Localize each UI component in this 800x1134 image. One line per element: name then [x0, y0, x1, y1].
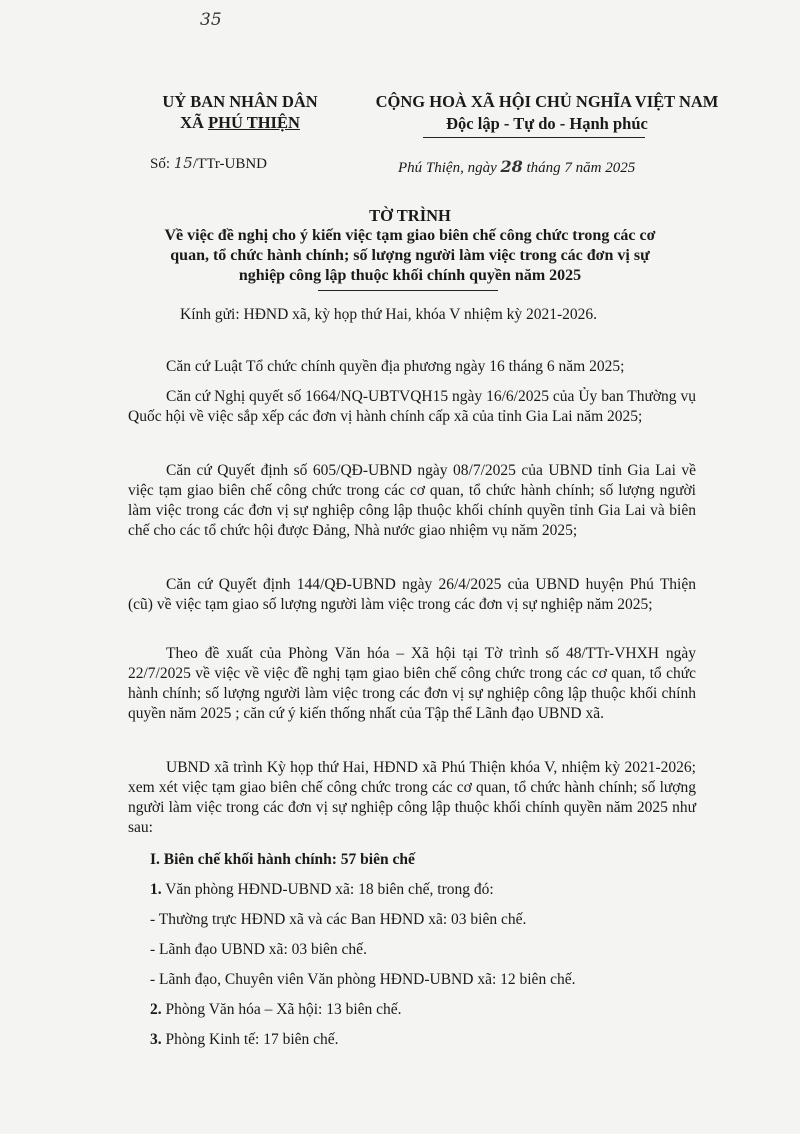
subject-line-2: quan, tổ chức hành chính; số lượng người làm việc trong các đơn vị sự — [170, 247, 650, 264]
paragraph-text: UBND xã trình Kỳ họp thứ Hai, HĐND xã Phú Thiện khóa V, nhiệm kỳ 2021-2026; xem xét việc tạm giao biên chế công chức trong các cơ quan, tổ chức hành chính; số lượng người làm việc trong các đơn vị sự nghiệp công lập thuộc khối chính quyền năm 2025 như sau: — [128, 759, 696, 836]
date-suffix: tháng 7 năm 2025 — [522, 160, 636, 176]
document-title: TỜ TRÌNH — [369, 206, 451, 225]
item-text: - Thường trực HĐND xã và các Ban HĐND xã: 03 biên chế. — [150, 911, 527, 928]
paragraph-text: Theo đề xuất của Phòng Văn hóa – Xã hội tại Tờ trình số 48/TTr-VHXH ngày 22/7/2025 về việc về việc đề nghị tạm giao biên chế công chức trong các cơ quan, tổ chức hành chính; số lượng người làm việc trong các đơn vị sự nghiệp công lập thuộc khối chính quyền năm 2025 ; căn cứ ý kiến thống nhất của Tập thể Lãnh đạo UBND xã. — [128, 645, 696, 722]
item-number: 2. — [150, 1001, 162, 1018]
paragraph-legal-basis-1 — [128, 357, 696, 377]
list-item — [150, 940, 367, 960]
paragraph-proposal — [128, 644, 696, 724]
list-item — [150, 1030, 339, 1050]
paragraph-submission — [128, 758, 696, 838]
list-item — [150, 1000, 402, 1020]
agency-name: UỶ BAN NHÂN DÂN — [162, 92, 318, 111]
commune-name-underlined: PHÚ THIỆN — [208, 113, 300, 132]
paragraph-text: Căn cứ Luật Tổ chức chính quyền địa phương ngày 16 tháng 6 năm 2025; — [166, 358, 625, 375]
commune-name — [140, 113, 340, 133]
date-prefix: Phú Thiện, ngày — [398, 160, 501, 176]
paragraph-text: Căn cứ Nghị quyết số 1664/NQ-UBTVQH15 ngày 16/6/2025 của Ủy ban Thường vụ Quốc hội về việc sắp xếp các đơn vị hành chính cấp xã của tỉnh Gia Lai năm 2025; — [128, 388, 696, 425]
national-motto: Độc lập - Tự do - Hạnh phúc — [446, 114, 648, 133]
item-number: 1. — [150, 881, 162, 898]
title-underline — [318, 290, 498, 291]
recipient-line: Kính gửi: HĐND xã, kỳ họp thứ Hai, khóa V nhiệm kỳ 2021-2026. — [180, 306, 598, 323]
document-number-handwritten: 15 — [173, 154, 193, 172]
subject-line-1: Về việc đề nghị cho ý kiến việc tạm giao biên chế công chức trong các cơ — [164, 227, 656, 244]
national-title: CỘNG HOÀ XÃ HỘI CHỦ NGHĨA VIỆT NAM — [375, 92, 719, 111]
item-text: - Lãnh đạo UBND xã: 03 biên chế. — [150, 941, 367, 958]
document-number-prefix: Số: — [150, 156, 174, 172]
subject-line-3: nghiệp công lập thuộc khối chính quyền năm 2025 — [238, 267, 582, 284]
item-text: Phòng Văn hóa – Xã hội: 13 biên chế. — [161, 1001, 402, 1018]
paragraph-text: Căn cứ Quyết định 144/QĐ-UBND ngày 26/4/2025 của UBND huyện Phú Thiện (cũ) về việc tạm giao số lượng người làm việc trong các đơn vị sự nghiệp năm 2025; — [128, 576, 696, 613]
section-heading: I. Biên chế khối hành chính: 57 biên chế — [150, 851, 415, 868]
list-item — [150, 970, 575, 990]
document-number-suffix: /TTr-UBND — [192, 156, 268, 172]
list-item — [150, 880, 494, 900]
handwritten-page-number: 35 — [200, 10, 222, 30]
date-day-handwritten: 28 — [500, 157, 523, 176]
paragraph-legal-basis-4 — [128, 575, 696, 615]
paragraph-text: Căn cứ Quyết định số 605/QĐ-UBND ngày 08/7/2025 của UBND tỉnh Gia Lai về việc tạm giao biên chế công chức trong các cơ quan, tổ chức hành chính; số lượng người làm việc trong các đơn vị sự nghiệp công lập thuộc khối chính quyền tỉnh Gia Lai và biên chế cho các tổ chức hội được Đảng, Nhà nước giao nhiệm vụ năm 2025; — [128, 462, 696, 539]
list-item — [150, 910, 526, 930]
paragraph-legal-basis-3 — [128, 461, 696, 541]
item-text: - Lãnh đạo, Chuyên viên Văn phòng HĐND-UBND xã: 12 biên chế. — [150, 971, 576, 988]
paragraph-legal-basis-2 — [128, 387, 696, 427]
motto-underline — [423, 137, 645, 138]
place-date — [398, 157, 635, 177]
item-text: Văn phòng HĐND-UBND xã: 18 biên chế, trong đó: — [161, 881, 494, 898]
commune-prefix: XÃ — [180, 113, 209, 132]
document-number — [150, 154, 267, 173]
item-number: 3. — [150, 1031, 162, 1048]
item-text: Phòng Kinh tế: 17 biên chế. — [161, 1031, 339, 1048]
